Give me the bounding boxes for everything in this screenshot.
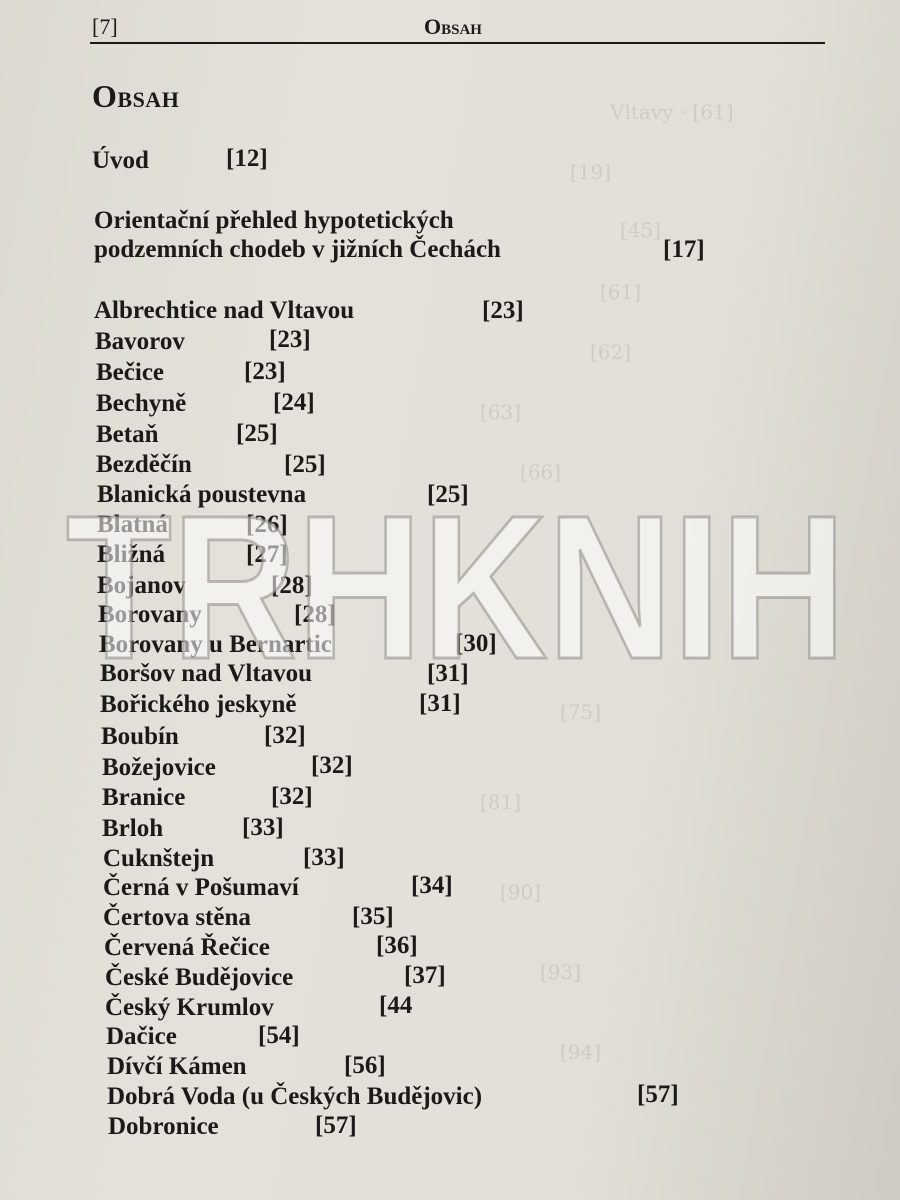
toc-entry-page: [26] bbox=[246, 511, 288, 538]
toc-entry-label: Červená Řečice bbox=[104, 934, 270, 961]
toc-entry-label: Bližná bbox=[97, 541, 166, 568]
toc-entry-label: Dačice bbox=[106, 1023, 177, 1050]
toc-entry-page: [54] bbox=[258, 1022, 300, 1049]
toc-entry-page: [32] bbox=[311, 752, 353, 779]
toc-entry-label: Bavorov bbox=[95, 328, 185, 355]
toc-entry-label: Cuknštejn bbox=[103, 845, 215, 872]
toc-entry-page: [33] bbox=[303, 844, 345, 871]
toc-entry-label: Bořického jeskyně bbox=[100, 691, 297, 718]
toc-entry-page: [37] bbox=[404, 962, 446, 989]
toc-entry-page: [23] bbox=[244, 358, 286, 385]
toc-entry-label: Albrechtice nad Vltavou bbox=[94, 297, 355, 324]
toc-entry-label: České Budějovice bbox=[105, 964, 294, 991]
toc-entry-page: [27] bbox=[246, 541, 288, 568]
toc-entry-label: Božejovice bbox=[102, 754, 216, 781]
toc-entry-page: [31] bbox=[419, 690, 461, 717]
toc-entry-page: [23] bbox=[269, 326, 311, 353]
toc-entry-page: [25] bbox=[284, 451, 326, 478]
toc-entry-page: [34] bbox=[411, 872, 453, 899]
page-number: [7] bbox=[92, 14, 118, 39]
toc-entry-label-continued: podzemních chodeb v jižních Čechách bbox=[94, 236, 501, 263]
toc-entry-label: Bečice bbox=[96, 359, 165, 386]
toc-entry-label: Branice bbox=[102, 784, 186, 811]
watermark-text: TRHKNIH bbox=[66, 473, 846, 698]
toc-entry-label: Blatná bbox=[97, 511, 168, 538]
toc-entry-label: Boršov nad Vltavou bbox=[100, 660, 313, 687]
toc-entry-label: Český Krumlov bbox=[105, 994, 274, 1021]
toc-entry-page: [33] bbox=[242, 814, 284, 841]
toc-entry-label: Černá v Pošumaví bbox=[103, 874, 299, 901]
toc-entry-page: [30] bbox=[455, 630, 497, 657]
toc-entry-page: [31] bbox=[427, 660, 469, 687]
toc-entry-label: Dívčí Kámen bbox=[107, 1053, 247, 1080]
toc-entry-page: [44 bbox=[379, 992, 413, 1019]
toc-entry-page: [35] bbox=[352, 903, 394, 930]
toc-entry-label: Betaň bbox=[96, 421, 159, 448]
running-header bbox=[90, 12, 825, 46]
running-title: Obsah bbox=[424, 14, 482, 39]
page-title: Obsah bbox=[92, 78, 180, 114]
toc-entry-label: Bezděčín bbox=[96, 451, 192, 478]
toc-entry-page: [56] bbox=[344, 1052, 386, 1079]
toc-entry-page: [25] bbox=[427, 481, 469, 508]
toc-entry-page: [28] bbox=[294, 601, 336, 628]
toc-entry-label: Borovany u Bernartic bbox=[99, 631, 332, 658]
toc-entry-page: [12] bbox=[226, 145, 268, 172]
toc-entry-label: Blanická poustevna bbox=[97, 481, 307, 508]
toc-entry-page: [25] bbox=[236, 420, 278, 447]
toc-entry-label: Borovany bbox=[98, 601, 202, 628]
toc-entry-label: Brloh bbox=[102, 815, 164, 842]
toc-entry-label: Dobronice bbox=[108, 1113, 219, 1140]
toc-entry-page: [32] bbox=[264, 722, 306, 749]
toc-entry-page: [24] bbox=[273, 389, 315, 416]
toc-entry-label: Bechyně bbox=[96, 390, 187, 417]
toc-entry-page: [32] bbox=[271, 783, 313, 810]
toc-entry-page: [23] bbox=[482, 297, 524, 324]
toc-entry-label: Orientační přehled hypotetických bbox=[94, 207, 454, 234]
toc-entry-page: [57] bbox=[315, 1112, 357, 1139]
toc-entry-page: [17] bbox=[663, 236, 705, 263]
toc-entry-label: Dobrá Voda (u Českých Budějovic) bbox=[107, 1083, 483, 1110]
toc-entry-label: Boubín bbox=[101, 723, 179, 750]
header-rule bbox=[90, 42, 825, 44]
toc-entry-label: Úvod bbox=[92, 147, 149, 174]
toc-entry-page: [28] bbox=[271, 572, 313, 599]
toc-entry-label: Bojanov bbox=[97, 572, 186, 599]
toc-entry-page: [36] bbox=[376, 932, 418, 959]
toc-entry-page: [57] bbox=[637, 1081, 679, 1108]
book-page: Vltavy · [61] [19] [45] [61] [62] [63] [66] [75] [81] [90] [93] [94] [7] Obsah Obsah Úvod [12] Orientační přehled hypotetických podzemních chodeb v jižních Čechách [17] Albrechtice nad Vltavou [23] Bavorov [23] Bečice [23] Bechyně [24] Betaň [25] Bezděčín [25] Blanická poustevna [25] Blatná [26] Bližná [27] Bojanov [28] Borovany [28] Borovany u Bernartic [30] Boršov nad Vltavou [31] Bořického jeskyně [31] Boubín [32] Božejovice [32] Branice [32] Brloh [33] Cuknštejn [33] Černá v Pošumaví [34] Čertova stěna [35] Červená Řečice [36] České Budějovice [37] Český Krumlov [44 Dačice [54] Dívčí Kámen [56] Dobrá Voda (u Českých Budějovic) [57] Dobronice [57] TRHKNIH bbox=[0, 0, 900, 1200]
toc-entry-label: Čertova stěna bbox=[103, 904, 251, 931]
